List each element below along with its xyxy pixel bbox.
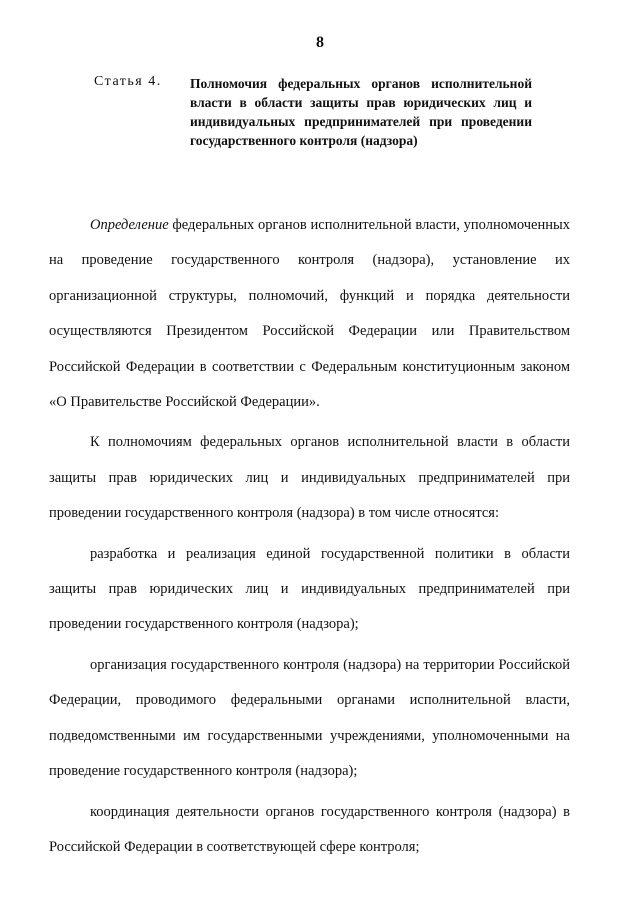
- defined-term: Определение: [90, 217, 169, 233]
- paragraph-definition: [49, 208, 570, 420]
- paragraph-powers-intro: [49, 425, 570, 531]
- paragraph-coordination: [49, 795, 570, 866]
- article-body: [49, 208, 570, 870]
- paragraph-text: разработка и реализация единой государственной политики в области защиты прав юридических лиц и индивидуальных предпринимателей при проведении государственного контроля (надзора);: [49, 545, 570, 633]
- paragraph-organization: [49, 648, 570, 790]
- article-label: Статья 4.: [94, 74, 162, 89]
- page-number: 8: [316, 34, 324, 51]
- paragraph-text: организация государственного контроля (надзора) на территории Российской Федерации, проводимого федеральными органами исполнительной власти, подведомственными им государственными учреждениями, уполномоченными на проведение государственного контроля (надзора);: [49, 656, 570, 780]
- paragraph-policy: [49, 537, 570, 643]
- paragraph-text: К полномочиям федеральных органов исполнительной власти в области защиты прав юридических лиц и индивидуальных предпринимателей при проведении государственного контроля (надзора) в том числе относятся:: [49, 434, 570, 522]
- paragraph-text: координация деятельности органов государственного контроля (надзора) в Российской Федерации в соответствующей сфере контроля;: [49, 803, 570, 855]
- article-title: Полномочия федеральных органов исполнительной власти в области защиты прав юридических лиц и индивидуальных предпринимателей при проведении государственного контроля (надзора): [190, 76, 532, 148]
- paragraph-text: федеральных органов исполнительной власти, уполномоченных на проведение государственного контроля (надзора), установление их организационной структуры, полномочий, функций и порядка деятельности осуществляются Президентом Российской Федерации или Правительством Российской Федерации в соответствии с Федеральным конституционным законом «О Правительстве Российской Федерации».: [49, 217, 570, 411]
